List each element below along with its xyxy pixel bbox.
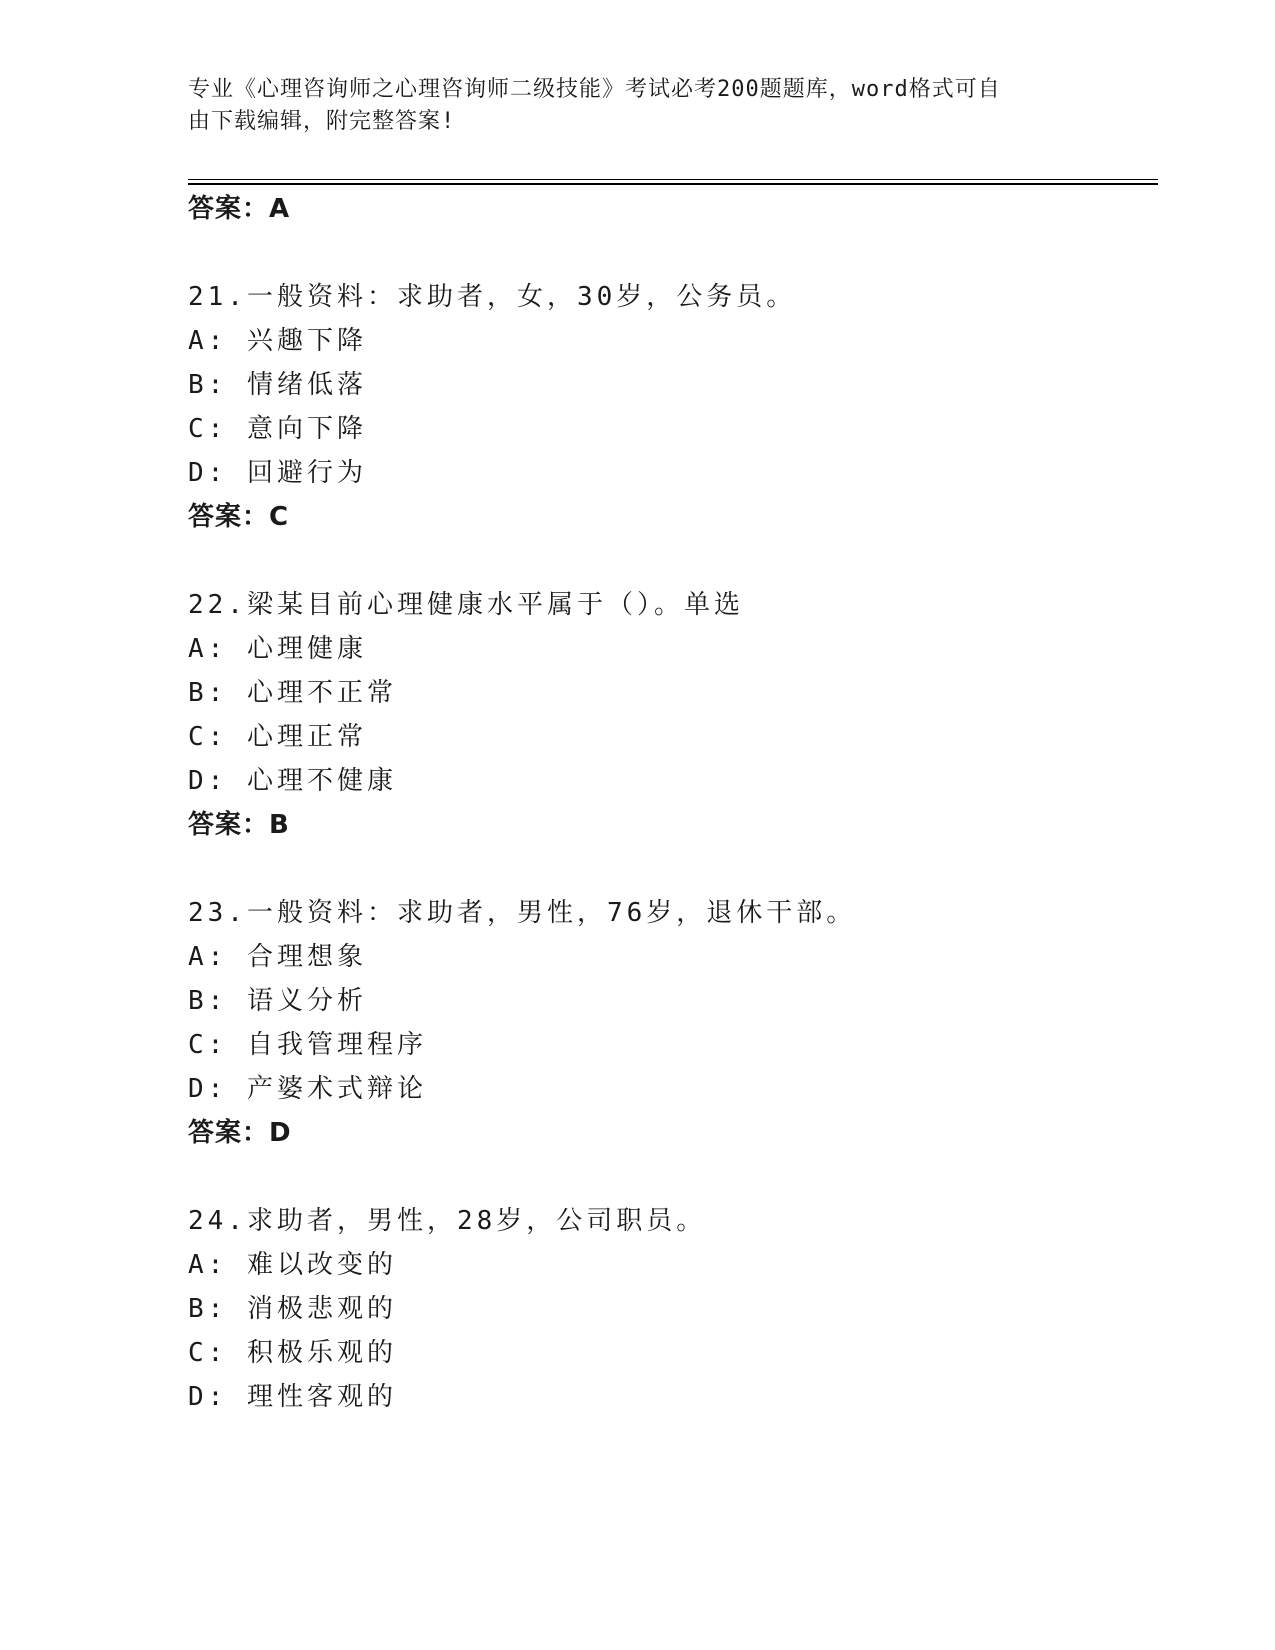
option-c: C: 积极乐观的 <box>188 1338 397 1368</box>
option-c: C: 意向下降 <box>188 414 367 444</box>
option-a: A: 难以改变的 <box>188 1250 397 1280</box>
document-header <box>188 74 1068 138</box>
option-b: B: 语义分析 <box>188 986 367 1016</box>
question-stem: 21.一般资料：求助者，女，30岁，公务员。 <box>188 282 797 312</box>
option-b: B: 心理不正常 <box>188 678 397 708</box>
header-line-1: 专业《心理咨询师之心理咨询师二级技能》考试必考200题题库，word格式可自 <box>188 77 1001 102</box>
question-stem: 23.一般资料：求助者，男性，76岁，退休干部。 <box>188 898 857 928</box>
header-divider-top <box>188 179 1158 180</box>
answer-line: 答案：C <box>188 502 290 532</box>
option-d: D: 回避行为 <box>188 458 367 488</box>
answer-line: 答案：B <box>188 810 290 840</box>
option-c: C: 心理正常 <box>188 722 367 752</box>
option-b: B: 消极悲观的 <box>188 1294 397 1324</box>
option-a: A: 心理健康 <box>188 634 367 664</box>
answer-line: 答案：A <box>188 194 291 224</box>
option-b: B: 情绪低落 <box>188 370 367 400</box>
question-stem: 24.求助者，男性，28岁，公司职员。 <box>188 1206 707 1236</box>
option-c: C: 自我管理程序 <box>188 1030 427 1060</box>
question-stem: 22.梁某目前心理健康水平属于（）。单选 <box>188 590 744 620</box>
header-line-2: 由下载编辑，附完整答案! <box>188 109 456 134</box>
option-d: D: 理性客观的 <box>188 1382 397 1412</box>
option-d: D: 心理不健康 <box>188 766 397 796</box>
option-d: D: 产婆术式辩论 <box>188 1074 427 1104</box>
header-divider-bottom <box>188 183 1158 185</box>
answer-line: 答案：D <box>188 1118 292 1148</box>
option-a: A: 兴趣下降 <box>188 326 367 356</box>
option-a: A: 合理想象 <box>188 942 367 972</box>
